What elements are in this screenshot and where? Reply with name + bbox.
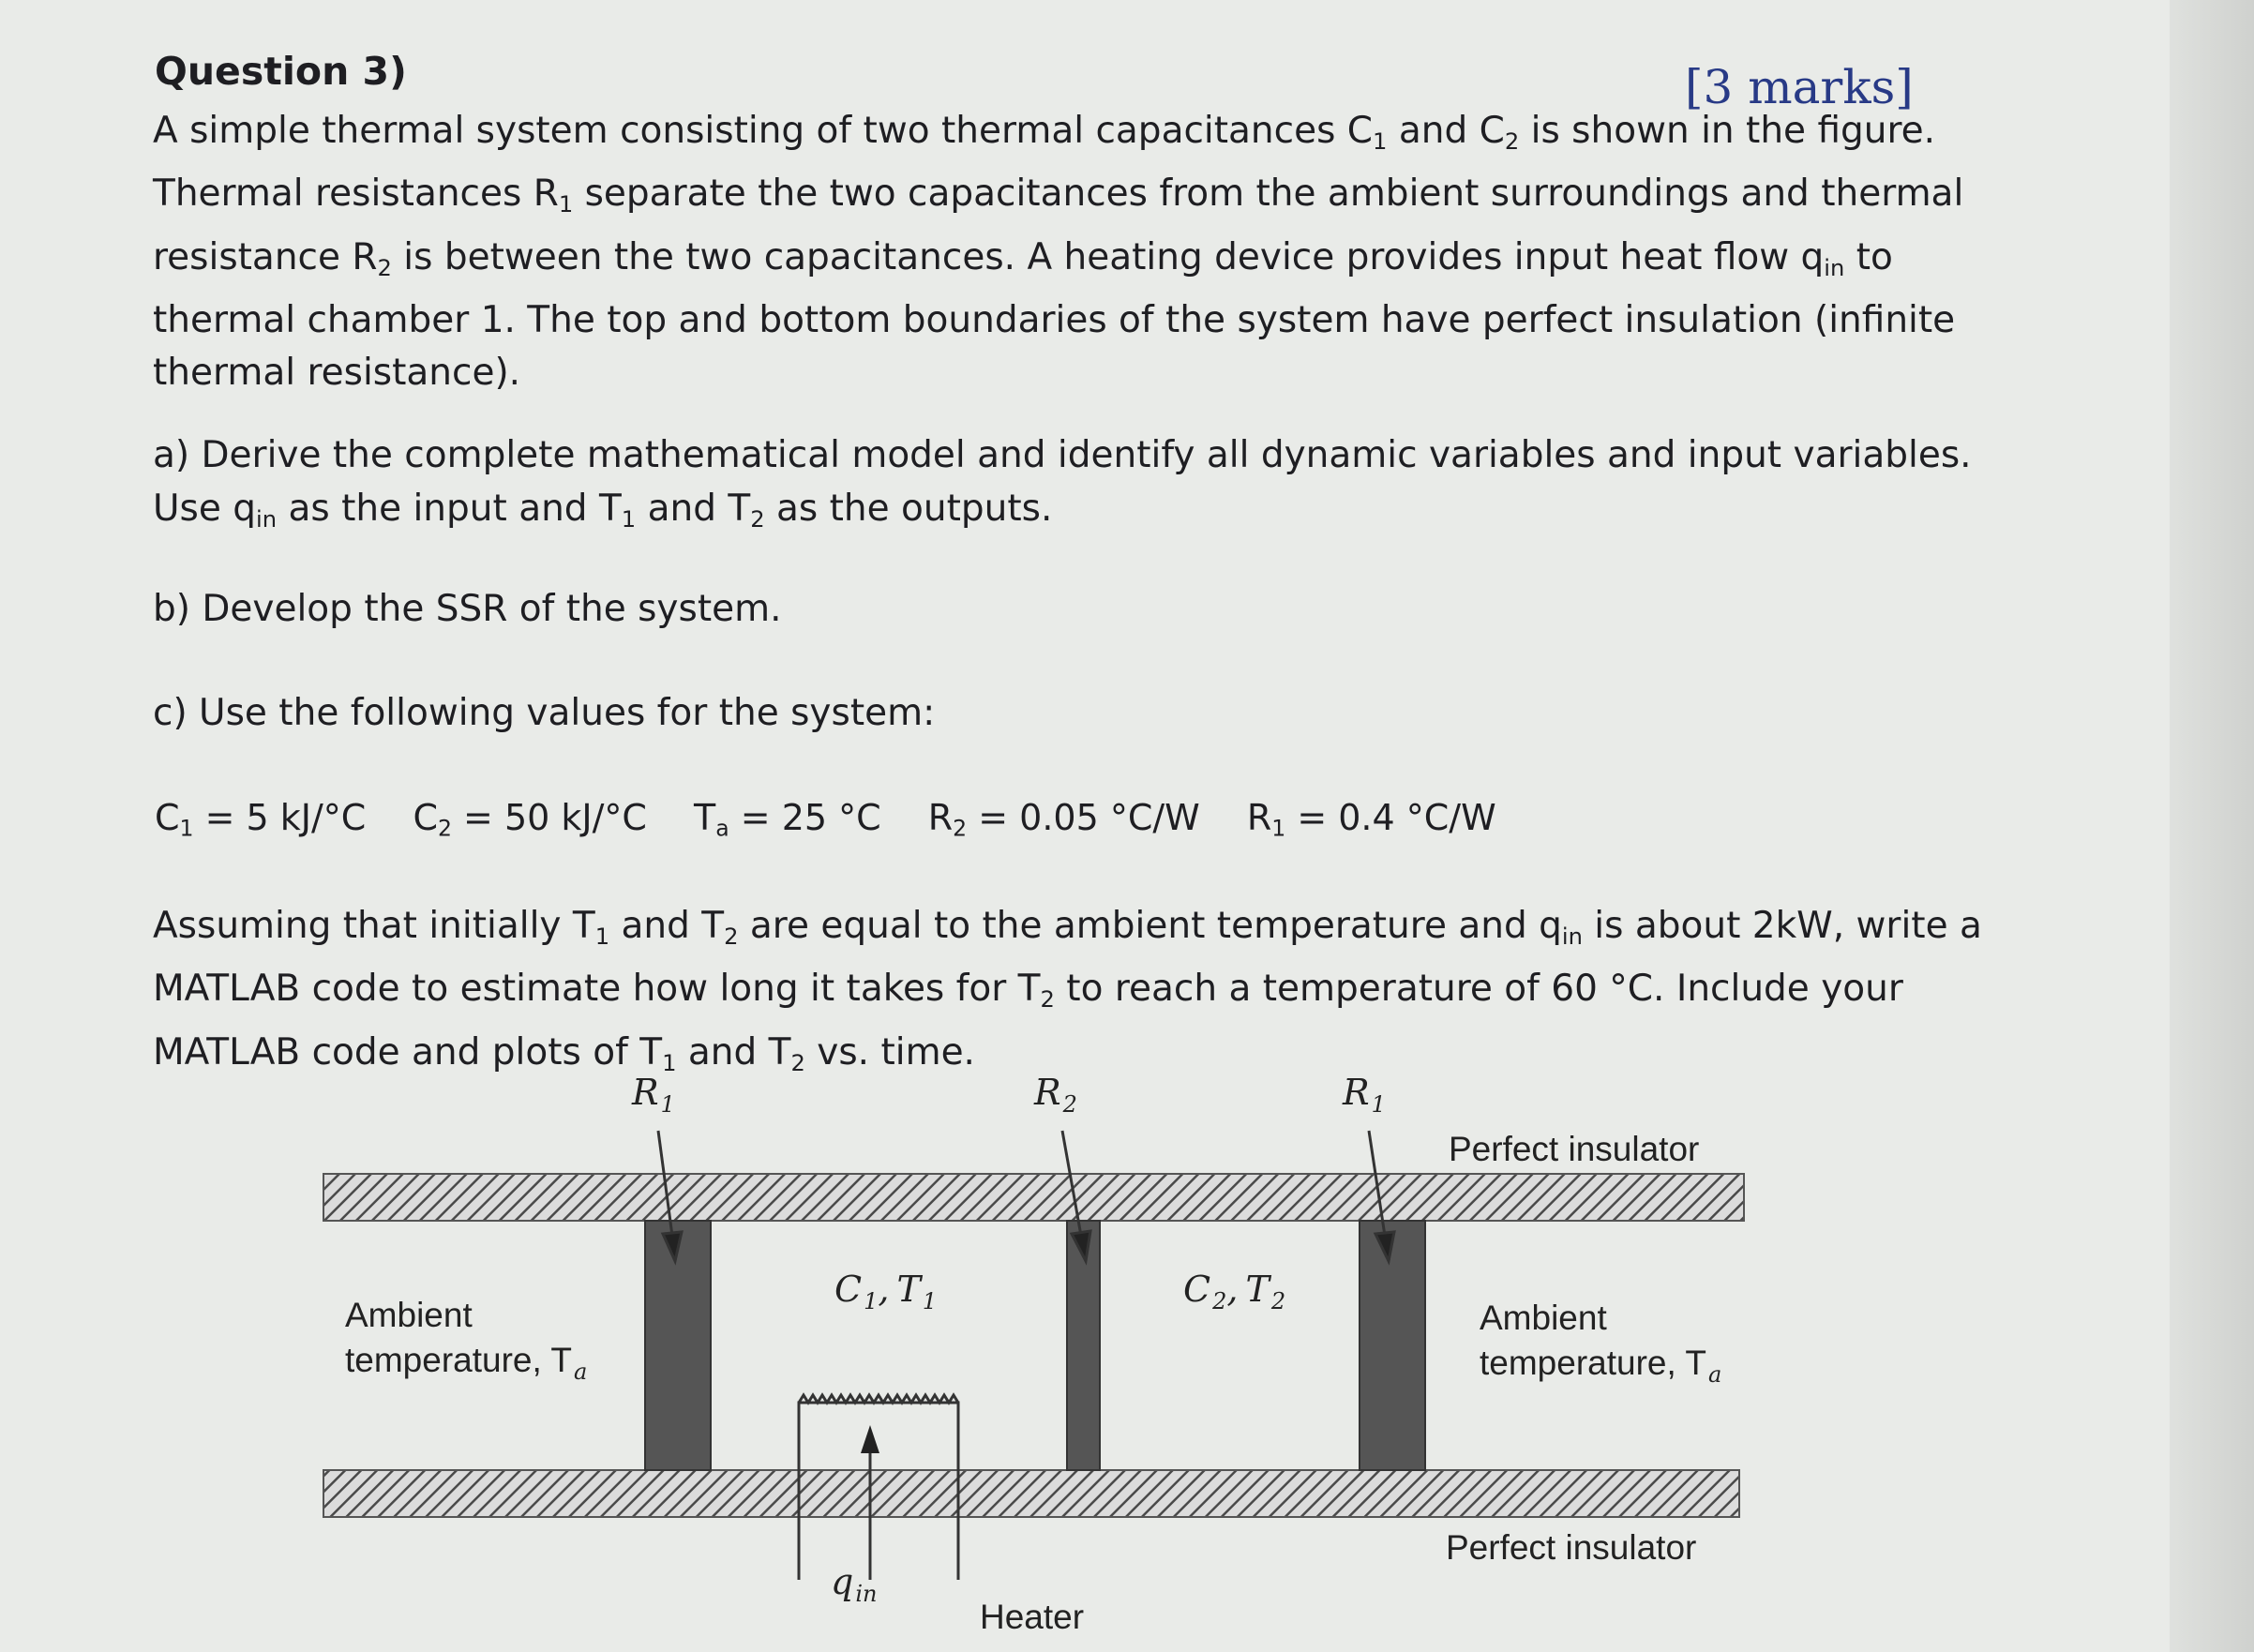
part-c: c) Use the following values for the system: (153, 692, 936, 734)
value-c1: C1 = 5 kJ/°C (155, 797, 367, 842)
ambient-right-temperature: temperature, $T_a$ (1480, 1344, 1722, 1388)
c1-t1-label: $C_1$, $T_1$ (834, 1269, 938, 1314)
r1-right-label: $R_1$ (1343, 1072, 1386, 1118)
right-resistance-wall (1360, 1221, 1425, 1470)
value-c2: C2 = 50 kJ/°C (413, 797, 647, 842)
ambient-right-label: Ambient (1480, 1299, 1607, 1337)
top-insulator-label: Perfect insulator (1449, 1130, 1700, 1168)
part-b: b) Develop the SSR of the system. (153, 588, 782, 630)
value-ta: Ta = 25 °C (694, 797, 881, 842)
value-r1: R1 = 0.4 °C/W (1246, 797, 1496, 842)
bottom-insulator (323, 1470, 1739, 1517)
value-r2: R2 = 0.05 °C/W (927, 797, 1200, 842)
left-resistance-wall (645, 1221, 711, 1470)
qin-label: $q_{in}$ (831, 1561, 878, 1607)
part-a: a) Derive the complete mathematical model and identify all dynamic variables and input variables. Use qin as the input and T1 and T2 as the outputs. (153, 434, 1972, 533)
intro-paragraph: A simple thermal system consisting of two thermal capacitances C1 and C2 is shown in the figure. Thermal resistances R1 separate the two capacitances from the ambient surroundings and thermal resistance R2 is between the two capacitances. A heating device provides input heat flow qin to thermal chamber 1. The top and bottom boundaries of the system have perfect insulation (infinite thermal resistance). (153, 110, 1964, 395)
assumption-paragraph: Assuming that initially T1 and T2 are equal to the ambient temperature and qin is about 2kW, write a MATLAB code to estimate how long it takes for T2 to reach a temperature of 60 °C. Include your MATLAB code and plots of T1 and T2 vs. time. (153, 905, 1982, 1076)
ambient-left-temperature: temperature, $T_a$ (345, 1341, 588, 1385)
bottom-insulator-label: Perfect insulator (1446, 1528, 1697, 1567)
top-insulator (323, 1174, 1744, 1221)
r2-label: $R_2$ (1034, 1072, 1077, 1118)
c2-t2-label: $C_2$, $T_2$ (1183, 1269, 1286, 1314)
marks-label: [3 marks] (1685, 60, 1914, 114)
heat-flow-arrow (861, 1425, 879, 1453)
heater-label: Heater (980, 1598, 1085, 1636)
question-title: Question 3) (155, 49, 407, 94)
ambient-left-label: Ambient (345, 1296, 473, 1334)
r1-left-label: $R_1$ (632, 1072, 675, 1118)
